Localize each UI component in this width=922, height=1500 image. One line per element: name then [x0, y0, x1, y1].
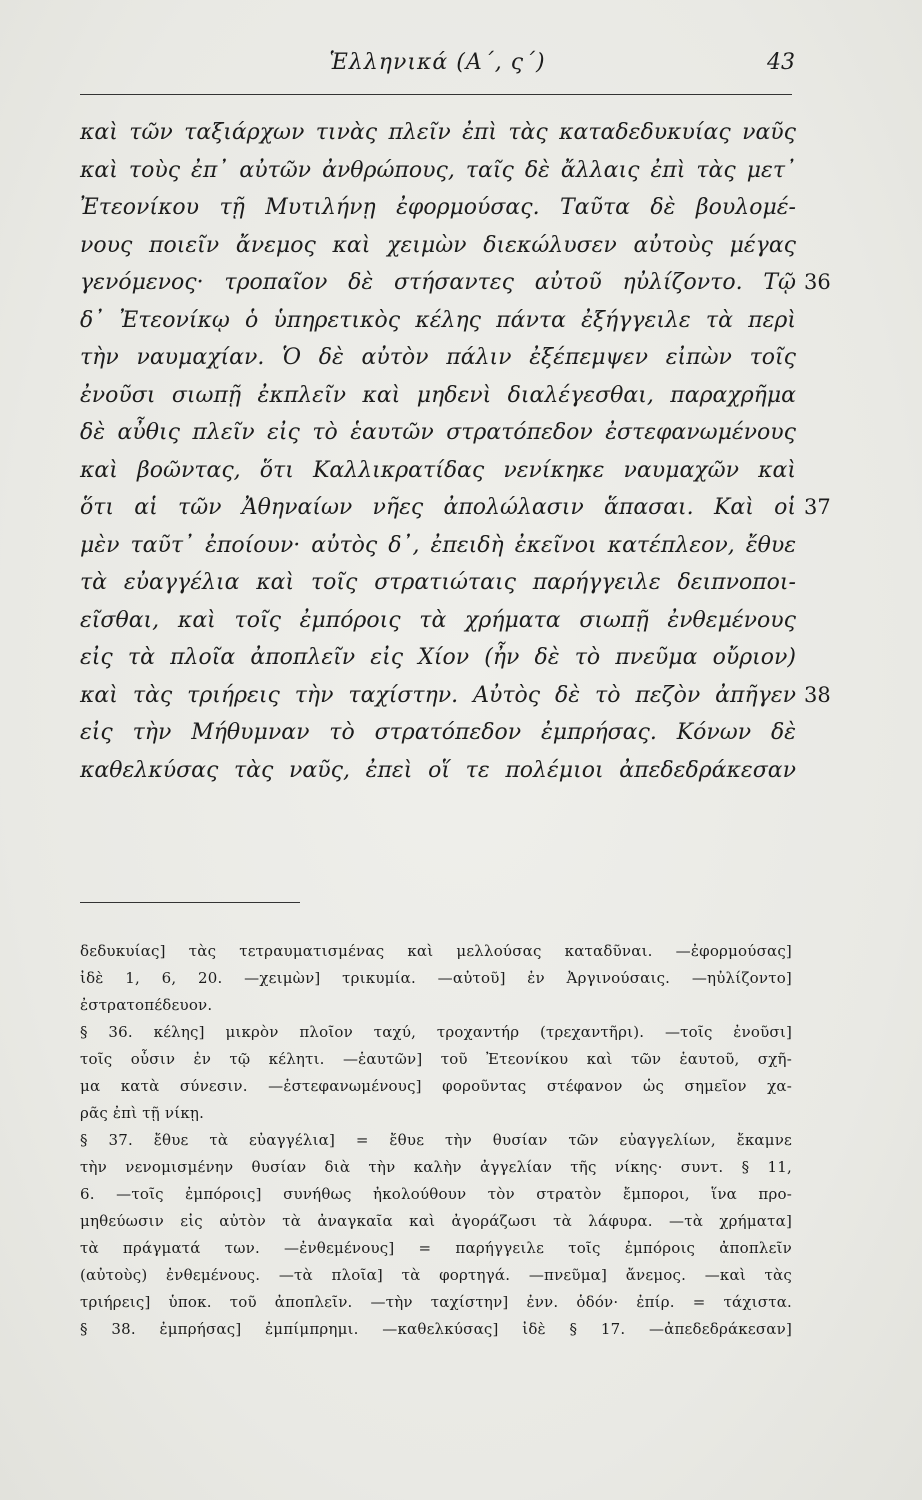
- note-line: τὰ πράγματά των. —ἐνθεμένους] = παρήγγειλε τοῖς ἐμπόροις ἀποπλεῖν: [80, 1239, 792, 1257]
- note-line: (αὐτοὺς) ἐνθεμένους. —τὰ πλοῖα] τὰ φορτηγά. —πνεῦμα] ἄνεμος. —καὶ τὰς: [80, 1266, 792, 1284]
- text-line: [80, 264, 831, 302]
- line-text: εἰς τὰ πλοῖα ἀποπλεῖν εἰς Χίον (ἦν δὲ τὸ πνεῦμα οὔριον): [80, 645, 796, 670]
- text-line: [80, 639, 796, 677]
- section-number: 36: [804, 270, 831, 294]
- text-line: [80, 489, 831, 527]
- page-header: [80, 50, 795, 90]
- footnotes: [80, 938, 792, 1343]
- line-text: καὶ τοὺς ἐπ᾽ αὐτῶν ἀνθρώπους, ταῖς δὲ ἄλλαις ἐπὶ τὰς μετ᾽: [80, 157, 796, 183]
- note-line: δεδυκυίας] τὰς τετραυματισμένας καὶ μελλούσας καταδῦναι. —ἐφορμούσας]: [80, 942, 792, 960]
- page-number: 43: [767, 50, 795, 75]
- line-text: τὴν ναυμαχίαν. Ὁ δὲ αὐτὸν πάλιν ἐξέπεμψεν εἰπὼν τοῖς: [80, 345, 796, 370]
- note-line: ἰδὲ 1, 6, 20. —χειμὼν] τρικυμία. —αὐτοῦ] ἐν Ἀργινούσαις. —ηὐλίζοντο]: [80, 969, 792, 987]
- text-line: [80, 714, 796, 752]
- line-text: καθελκύσας τὰς ναῦς, ἐπεὶ οἵ τε πολέμιοι ἀπεδεδράκεσαν: [80, 757, 796, 783]
- text-line: [80, 452, 796, 490]
- note-line: τοῖς οὖσιν ἐν τῷ κέλητι. —ἑαυτῶν] τοῦ Ἐτεονίκου καὶ τῶν ἑαυτοῦ, σχῆ-: [80, 1050, 792, 1068]
- line-text: νους ποιεῖν ἄνεμος καὶ χειμὼν διεκώλυσεν αὐτοὺς μέγας: [80, 232, 796, 258]
- header-rule: [80, 94, 792, 95]
- line-text: καὶ τῶν ταξιάρχων τινὰς πλεῖν ἐπὶ τὰς καταδεδυκυίας ναῦς: [80, 120, 796, 145]
- line-text: μὲν ταῦτ᾽ ἐποίουν· αὐτὸς δ᾽, ἐπειδὴ ἐκεῖνοι κατέπλεον, ἔθυε: [80, 532, 796, 558]
- line-text: ἐνοῦσι σιωπῇ ἐκπλεῖν καὶ μηδενὶ διαλέγεσθαι, παραχρῆμα: [80, 382, 796, 408]
- note-line: μηθεύωσιν εἰς αὐτὸν τὰ ἀναγκαῖα καὶ ἀγοράζωσι τὰ λάφυρα. —τὰ χρήματα]: [80, 1212, 792, 1230]
- line-text: εῖσθαι, καὶ τοῖς ἐμπόροις τὰ χρήματα σιωπῇ ἐνθεμένους: [80, 607, 796, 633]
- note-line: ἐστρατοπέδευον.: [80, 996, 213, 1014]
- line-text: δὲ αὖθις πλεῖν εἰς τὸ ἑαυτῶν στρατόπεδον ἐστεφανωμένους: [80, 420, 796, 445]
- running-title: Ἑλληνικά (Α΄, ς΄): [329, 50, 546, 75]
- note-line: § 36. κέλης] μικρὸν πλοῖον ταχύ, τροχαντήρ (τρεχαντῆρι). —τοῖς ἐνοῦσι]: [80, 1023, 792, 1041]
- text-line: [80, 752, 796, 790]
- section-number: 38: [804, 682, 831, 707]
- text-line: [80, 189, 796, 227]
- line-text: ὅτι αἱ τῶν Ἀθηναίων νῆες ἀπολώλασιν ἅπασαι. Καὶ οἱ: [80, 495, 796, 520]
- line-text: Ἐτεονίκου τῇ Μυτιλήνῃ ἐφορμούσας. Ταῦτα δὲ βουλομέ-: [80, 195, 796, 220]
- section-number: 37: [804, 495, 831, 519]
- text-line: [80, 227, 796, 265]
- line-text: καὶ τὰς τριήρεις τὴν ταχίστην. Αὐτὸς δὲ τὸ πεζὸν ἀπῆγεν: [80, 682, 796, 708]
- note-line: τριήρεις] ὑποκ. τοῦ ἀποπλεῖν. —τὴν ταχίστην] ἐνν. ὁδόν· ἐπίρ. = τάχιστα.: [80, 1293, 792, 1311]
- text-line: [80, 377, 796, 415]
- text-line: [80, 414, 796, 452]
- note-line: § 37. ἔθυε τὰ εὐαγγέλια] = ἔθυε τὴν θυσίαν τῶν εὐαγγελίων, ἔκαμνε: [80, 1131, 792, 1149]
- text-line: [80, 527, 796, 565]
- line-text: τὰ εὐαγγέλια καὶ τοῖς στρατιώταις παρήγγειλε δειπνοποι-: [80, 570, 796, 595]
- text-line: [80, 339, 796, 377]
- note-line: § 38. ἐμπρήσας] ἐμπίμπρημι. —καθελκύσας] ἰδὲ § 17. —ἀπεδεδράκεσαν]: [80, 1320, 792, 1338]
- note-line: ρᾶς ἐπὶ τῇ νίκῃ.: [80, 1104, 205, 1122]
- text-line: [80, 564, 796, 602]
- text-line: [80, 114, 796, 152]
- text-line: [80, 302, 796, 340]
- main-text: [80, 114, 831, 789]
- note-line: τὴν νενομισμένην θυσίαν διὰ τὴν καλὴν ἀγγελίαν τῆς νίκης· συντ. § 11,: [80, 1158, 792, 1176]
- note-line: μα κατὰ σύνεσιν. —ἐστεφανωμένους] φοροῦντας στέφανον ὡς σημεῖον χα-: [80, 1077, 792, 1095]
- line-text: εἰς τὴν Μήθυμναν τὸ στρατόπεδον ἐμπρήσας. Κόνων δὲ: [80, 720, 796, 745]
- text-line: [80, 152, 796, 190]
- note-line: 6. —τοῖς ἐμπόροις] συνήθως ἠκολούθουν τὸν στρατὸν ἔμποροι, ἵνα προ-: [80, 1185, 792, 1203]
- text-line: [80, 677, 831, 715]
- footnote-rule: [80, 902, 300, 903]
- line-text: καὶ βοῶντας, ὅτι Καλλικρατίδας νενίκηκε ναυμαχῶν καὶ: [80, 457, 796, 483]
- line-text: γενόμενος· τροπαῖον δὲ στήσαντες αὐτοῦ ηὐλίζοντο. Τῷ: [80, 270, 796, 295]
- text-line: [80, 602, 796, 640]
- line-text: δ᾽ Ἐτεονίκῳ ὁ ὑπηρετικὸς κέλης πάντα ἐξήγγειλε τὰ περὶ: [80, 307, 796, 333]
